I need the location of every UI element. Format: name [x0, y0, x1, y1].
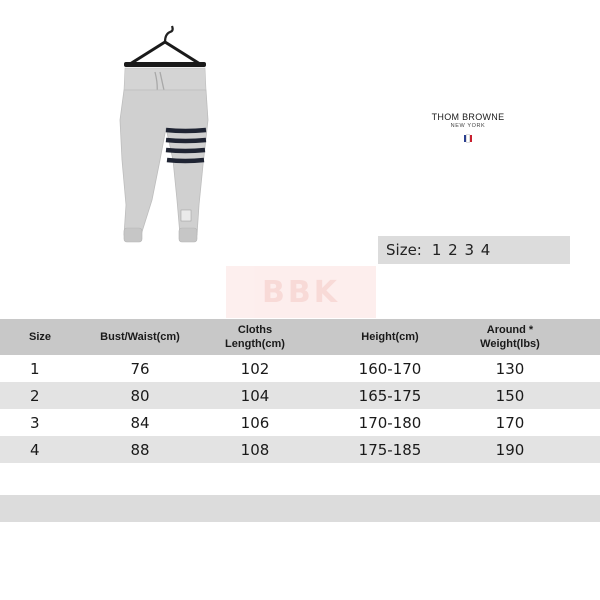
footer-band — [0, 495, 600, 522]
size-bar — [378, 236, 570, 264]
header-height: Height(cm) — [361, 331, 419, 343]
flag-icon — [418, 135, 518, 142]
size-label: Size: — [386, 241, 422, 259]
cell-bust-waist: 88 — [130, 440, 150, 459]
header-size: Size — [28, 331, 51, 343]
table-row — [0, 409, 600, 436]
cell-bust-waist: 80 — [130, 386, 150, 405]
cell-height: 175-185 — [358, 440, 422, 459]
brand-name: THOM BROWNE — [431, 112, 505, 122]
cell-bust-waist: 76 — [130, 359, 150, 378]
hanger-icon — [124, 26, 206, 67]
label-patch — [181, 210, 191, 221]
cell-length: 106 — [240, 413, 270, 432]
cell-weight: 170 — [495, 413, 525, 432]
brand-city: NEW YORK — [450, 123, 486, 129]
cell-weight: 150 — [495, 386, 525, 405]
cell-bust-waist: 84 — [130, 413, 150, 432]
watermark: BBK — [226, 266, 376, 318]
cell-size: 4 — [30, 440, 40, 459]
header-weight: Around * Weight(lbs) — [480, 324, 540, 350]
cell-height: 160-170 — [358, 359, 422, 378]
cell-height: 170-180 — [358, 413, 422, 432]
header-cloths-length: Cloths Length(cm) — [225, 324, 285, 350]
table-row — [0, 382, 600, 409]
brand-logo — [418, 112, 518, 142]
sweatpants-image — [100, 20, 230, 260]
cell-weight: 190 — [495, 440, 525, 459]
header-bust-waist: Bust/Waist(cm) — [100, 331, 180, 343]
cell-length: 102 — [240, 359, 270, 378]
cell-size: 3 — [30, 413, 40, 432]
size-table — [0, 319, 600, 463]
table-row — [0, 355, 600, 382]
table-header — [0, 319, 600, 355]
cell-length: 104 — [240, 386, 270, 405]
table-row — [0, 436, 600, 463]
size-values: 1 2 3 4 — [431, 241, 492, 259]
cell-size: 2 — [30, 386, 40, 405]
cell-size: 1 — [30, 359, 40, 378]
cell-weight: 130 — [495, 359, 525, 378]
cell-height: 165-175 — [358, 386, 422, 405]
cell-length: 108 — [240, 440, 270, 459]
